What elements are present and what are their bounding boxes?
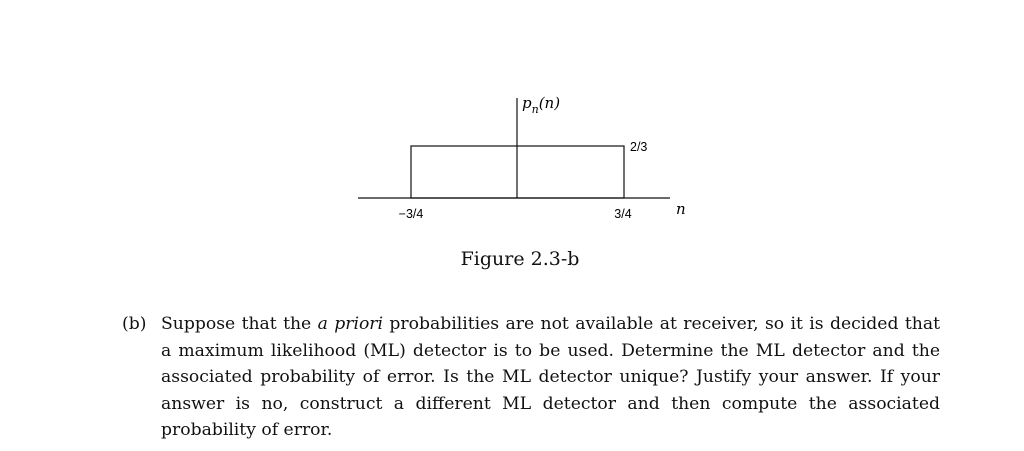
tick-label-left: −3/4 — [398, 207, 424, 221]
y-axis-label: $p_n(n)$ — [522, 94, 561, 116]
figure-caption: Figure 2.3-b — [460, 248, 580, 270]
problem-statement — [122, 311, 940, 444]
problem-body — [161, 311, 940, 444]
tick-label-right: 3/4 — [614, 207, 632, 221]
problem-text-2: probabilities are not available at receiver, so it is decided that a maximum likelihood (ML) detector is to be used. Determine the ML detector and the associated probability of error. Is the ML detector unique? Justify your answer. If your answer is no, construct a different ML detector and then compute the associated probability of error. — [161, 314, 940, 440]
height-label: 2/3 — [630, 140, 648, 154]
x-axis-label: n — [676, 200, 686, 218]
problem-label: (b) — [122, 314, 147, 334]
problem-emphasis: a priori — [317, 314, 384, 334]
problem-text-1: Suppose that the — [161, 314, 318, 334]
